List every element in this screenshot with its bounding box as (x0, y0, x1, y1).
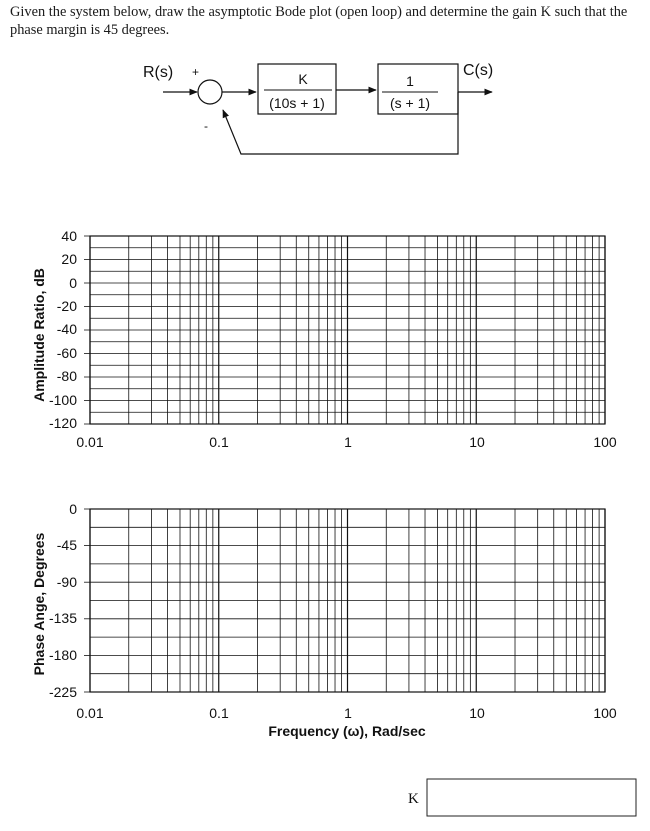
magnitude-x-tick-labels (76, 434, 617, 450)
summing-plus-sign: + (192, 65, 200, 79)
phase-grid (84, 509, 605, 692)
phase-y-tick-label: -135 (48, 610, 77, 626)
magnitude-x-tick-label: 0.1 (209, 434, 229, 450)
input-label: R(s) (143, 64, 174, 81)
phase-y-axis-title: Phase Ange, Degrees (31, 532, 47, 676)
phase-x-tick-label: 0.01 (76, 705, 104, 721)
phase-y-tick-label: -180 (48, 647, 77, 663)
output-label: C(s) (463, 62, 494, 79)
magnitude-grid (84, 236, 605, 424)
phase-x-tick-labels (76, 705, 617, 721)
summing-minus-sign: - (204, 119, 208, 133)
magnitude-y-tick-label: 0 (69, 275, 77, 291)
phase-x-tick-label: 10 (469, 705, 485, 721)
controller-numerator: K (298, 71, 308, 87)
magnitude-y-tick-label: -20 (56, 298, 77, 314)
phase-y-tick-labels (49, 501, 77, 700)
phase-y-tick-label: -225 (48, 684, 77, 700)
magnitude-x-tick-label: 100 (593, 434, 617, 450)
phase-y-tick-label: 0 (69, 501, 77, 517)
plant-numerator: 1 (406, 73, 414, 89)
summing-junction (198, 80, 222, 104)
phase-x-tick-label: 1 (344, 705, 352, 721)
magnitude-y-axis-title: Amplitude Ratio, dB (31, 268, 47, 402)
answer-area (408, 779, 636, 816)
plant-denominator: (s + 1) (389, 95, 431, 111)
magnitude-y-tick-labels (49, 228, 77, 431)
phase-y-tick-label: -45 (56, 537, 77, 553)
magnitude-x-tick-label: 10 (469, 434, 485, 450)
answer-label: K (408, 791, 419, 807)
magnitude-x-tick-label: 1 (344, 434, 352, 450)
phase-x-tick-label: 100 (593, 705, 617, 721)
block-diagram (143, 62, 493, 154)
magnitude-y-tick-label: -40 (56, 321, 77, 337)
phase-plot (31, 501, 617, 739)
magnitude-y-tick-label: 20 (61, 251, 77, 267)
frequency-axis-title: Frequency (ω), Rad/sec (268, 723, 426, 739)
magnitude-y-tick-label: -120 (48, 415, 77, 431)
phase-x-tick-label: 0.1 (209, 705, 229, 721)
question-text: Given the system below, draw the asymptotic Bode plot (open loop) and determine the gain K such that the phase margin is 45 degrees. (10, 4, 628, 38)
magnitude-plot (31, 228, 617, 450)
magnitude-y-tick-label: -60 (56, 345, 77, 361)
magnitude-y-tick-label: -80 (56, 368, 77, 384)
magnitude-y-tick-label: -100 (48, 392, 77, 408)
phase-y-tick-label: -90 (56, 574, 77, 590)
magnitude-y-tick-label: 40 (61, 228, 77, 244)
answer-input-box[interactable] (427, 779, 636, 816)
magnitude-x-tick-label: 0.01 (76, 434, 104, 450)
controller-denominator: (10s + 1) (269, 95, 325, 111)
